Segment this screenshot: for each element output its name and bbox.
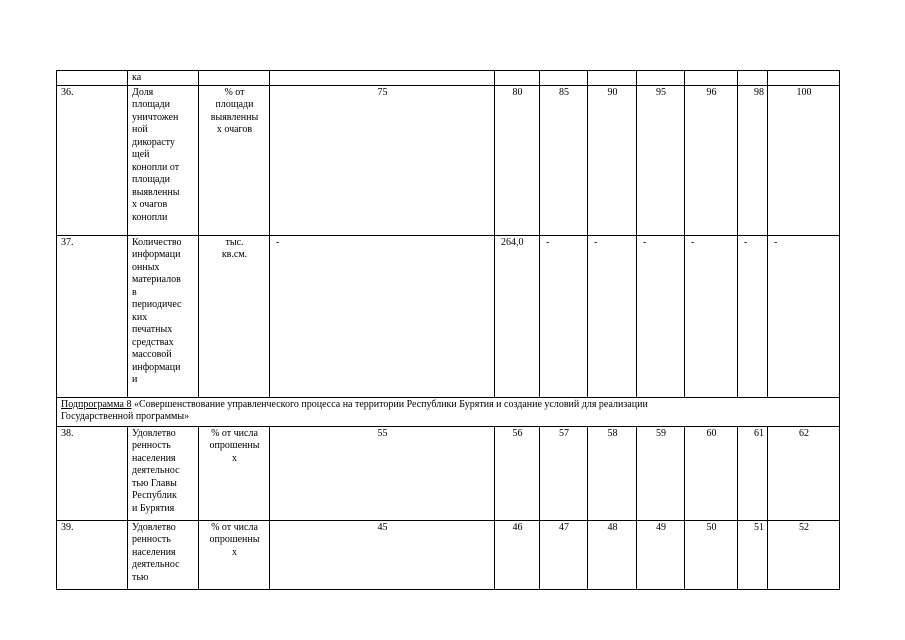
name-line: информаци [132, 361, 181, 373]
name-line: ких [132, 311, 148, 323]
name-line: массовой [132, 349, 172, 360]
value-cell [637, 71, 685, 86]
value-cell: - [588, 235, 637, 397]
indicator-name-cell [128, 426, 199, 520]
value-cell: 100 [768, 85, 840, 235]
name-line: ренность [132, 440, 171, 451]
name-line: и [132, 374, 138, 385]
name-line: ной [132, 124, 148, 135]
name-line: Количество [132, 236, 182, 248]
value-cell: - [768, 235, 840, 397]
value-cell: 48 [588, 520, 637, 589]
name-line: и Бурятия [132, 502, 175, 514]
name-line: х очагов [132, 199, 168, 210]
value-cell [768, 71, 840, 86]
row-number-cell: 37. [57, 235, 128, 397]
unit-line: % от [224, 86, 245, 98]
name-line: выявленны [132, 186, 180, 198]
value-cell [588, 71, 637, 86]
name-line: онных [132, 261, 160, 273]
table-row [57, 71, 840, 86]
value-cell: - [738, 235, 768, 397]
unit-line: х [232, 546, 237, 558]
row-number-cell: 38. [57, 426, 128, 520]
value-cell: 50 [685, 520, 738, 589]
subprogram-title-continuation: Государственной программы» [61, 411, 190, 422]
value-cell: 52 [768, 520, 840, 589]
value-cell: 80 [495, 85, 540, 235]
value-cell [738, 71, 768, 86]
table-row [57, 235, 840, 397]
row-number-cell: 36. [57, 85, 128, 235]
value-cell: - [685, 235, 738, 397]
unit-line: выявленны [210, 111, 259, 123]
unit-cell [199, 520, 270, 589]
name-line: щей [132, 149, 150, 160]
value-cell: 57 [540, 426, 588, 520]
table-row [57, 85, 840, 235]
value-cell: 60 [685, 426, 738, 520]
name-line: населения [132, 546, 176, 558]
name-line: периодичес [132, 299, 182, 310]
unit-cell [199, 71, 270, 86]
indicator-name-cell [128, 235, 199, 397]
row-number-cell [57, 71, 128, 86]
table-row [57, 426, 840, 520]
indicator-name-cell: ка [128, 71, 199, 86]
name-line: материалов [132, 274, 181, 285]
unit-cell [199, 235, 270, 397]
name-line: печатных [132, 324, 173, 335]
name-line: Республик [132, 490, 177, 501]
name-line: Удовлетво [132, 427, 176, 439]
unit-line: % от числа [211, 521, 258, 533]
value-cell [540, 71, 588, 86]
name-line: конопли от [132, 161, 180, 173]
value-cell: 90 [588, 85, 637, 235]
value-cell: 49 [637, 520, 685, 589]
name-line: тью Главы [132, 477, 177, 489]
unit-line: опрошенны [209, 440, 260, 451]
base-value-cell: 45 [270, 520, 495, 589]
value-cell: 264,0 [495, 235, 540, 397]
value-cell [495, 71, 540, 86]
name-line: ренность [132, 534, 171, 545]
base-value-cell: 55 [270, 426, 495, 520]
base-value-cell: - [270, 235, 495, 397]
name-line: тью [132, 571, 149, 583]
indicators-table [56, 70, 840, 590]
indicator-name-cell [128, 85, 199, 235]
unit-cell [199, 426, 270, 520]
name-line: деятельнос [132, 465, 180, 476]
base-value-cell [270, 71, 495, 86]
name-line: площади [132, 174, 170, 185]
value-cell: 62 [768, 426, 840, 520]
name-line: Доля [132, 86, 154, 98]
indicator-name-cell [128, 520, 199, 589]
unit-cell [199, 85, 270, 235]
unit-line: % от числа [211, 427, 258, 439]
name-line: средствах [132, 336, 174, 348]
name-line: населения [132, 452, 176, 464]
value-cell: 51 [738, 520, 768, 589]
name-line: информаци [132, 249, 181, 260]
name-line: уничтожен [132, 111, 179, 123]
subprogram-title: «Совершенствование управленческого процесса на территории Республики Бурятия и создание условий для реализации [131, 398, 648, 410]
name-line: дикорасту [132, 136, 175, 148]
subprogram-label: Подпрограмма 8 [61, 398, 132, 410]
subprogram-title-cell [57, 397, 840, 426]
value-cell: 59 [637, 426, 685, 520]
value-cell: 46 [495, 520, 540, 589]
row-number-cell: 39. [57, 520, 128, 589]
table-row [57, 520, 840, 589]
base-value-cell: 75 [270, 85, 495, 235]
value-cell: 56 [495, 426, 540, 520]
name-line: площади [132, 99, 170, 110]
unit-line: опрошенны [209, 534, 260, 545]
unit-line: х [232, 452, 237, 464]
value-cell: - [637, 235, 685, 397]
value-cell: - [540, 235, 588, 397]
unit-line: х очагов [216, 124, 253, 135]
unit-line: тыс. [225, 236, 244, 248]
unit-line: кв.см. [221, 249, 248, 260]
unit-line: площади [215, 99, 254, 110]
name-line: в [132, 286, 137, 298]
name-line: деятельнос [132, 559, 180, 570]
value-cell: 58 [588, 426, 637, 520]
value-cell: 98 [738, 85, 768, 235]
subprogram-row [57, 397, 840, 426]
value-cell: 61 [738, 426, 768, 520]
value-cell: 47 [540, 520, 588, 589]
name-line: Удовлетво [132, 521, 176, 533]
value-cell: 95 [637, 85, 685, 235]
value-cell [685, 71, 738, 86]
value-cell: 85 [540, 85, 588, 235]
name-line: конопли [132, 211, 168, 223]
value-cell: 96 [685, 85, 738, 235]
